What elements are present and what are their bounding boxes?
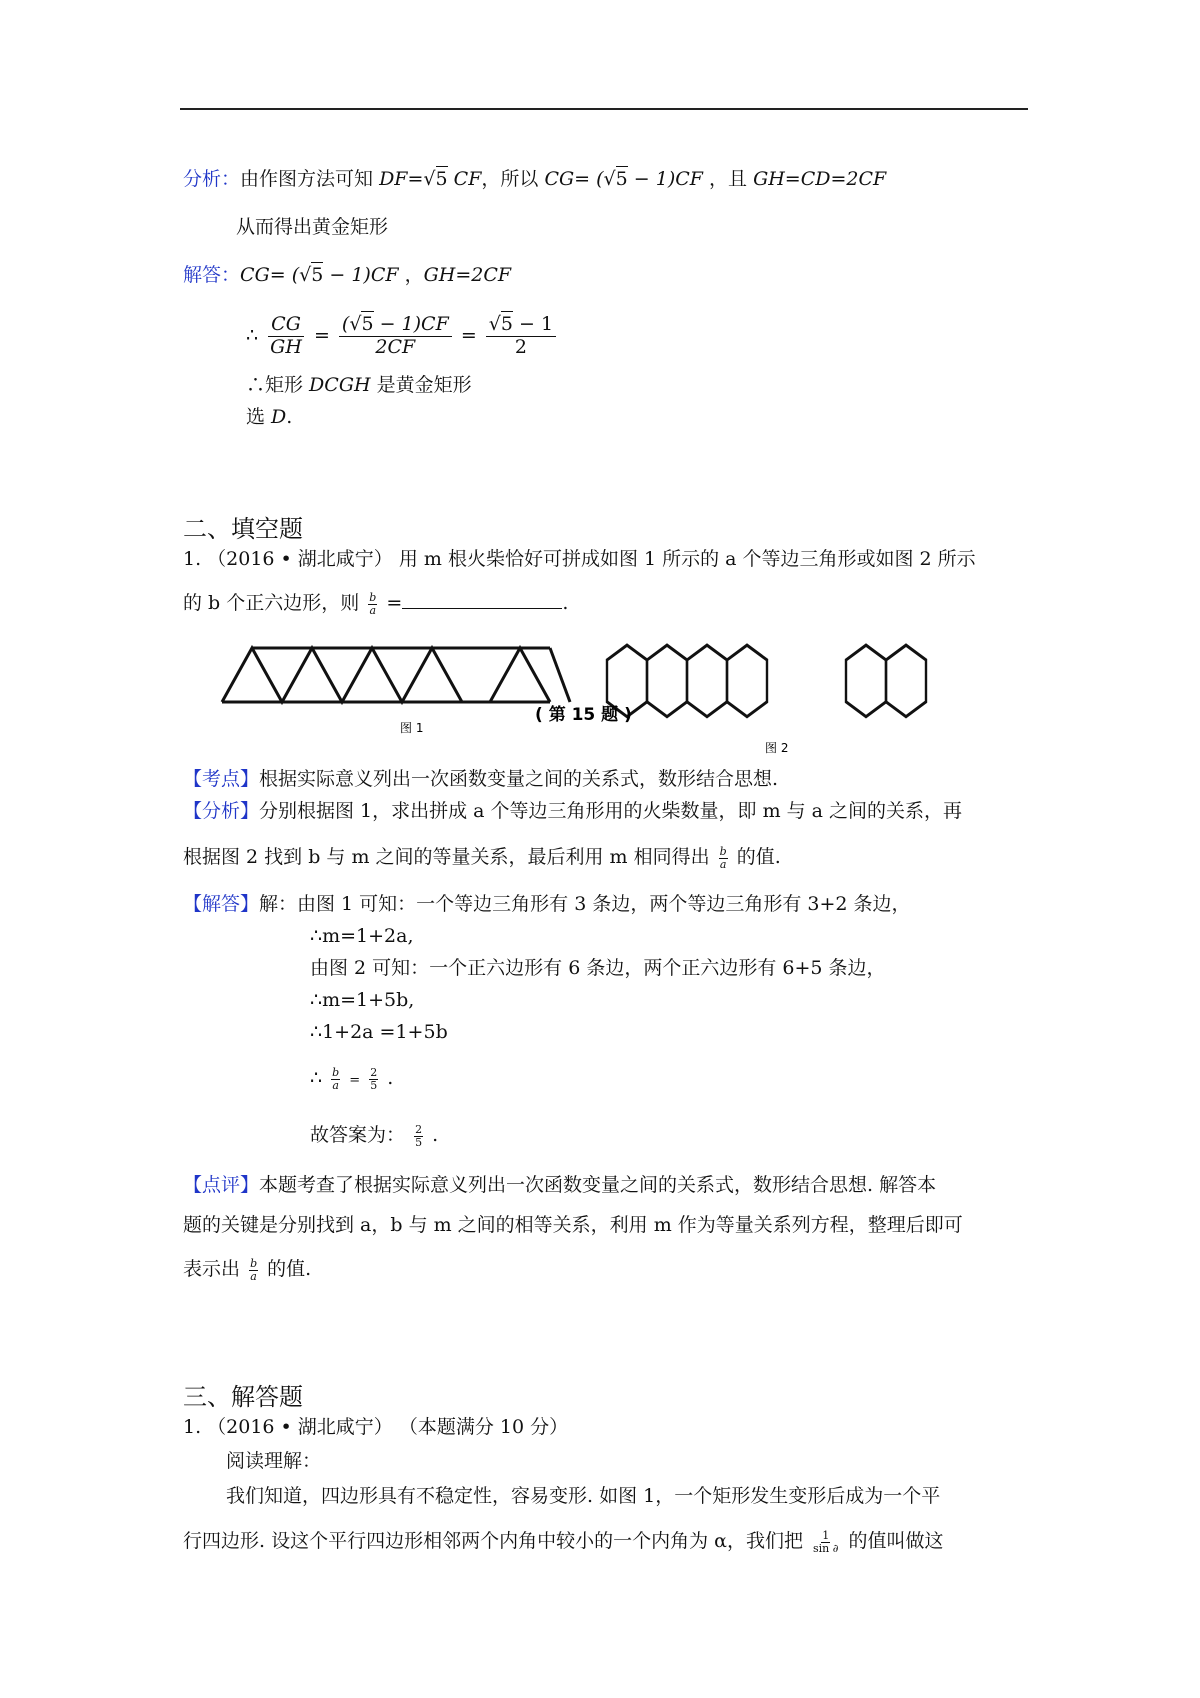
frac-den: 2CF bbox=[375, 335, 416, 358]
fraction-b-over-a bbox=[249, 1258, 258, 1282]
jieda-line-5: ∴1+2a =1+5b bbox=[310, 1021, 448, 1043]
frac-den: a bbox=[332, 1078, 339, 1092]
analysis-gh: GH=CD=2CF bbox=[753, 168, 887, 190]
figure-1-triangles bbox=[210, 640, 580, 740]
ratio-end: . bbox=[387, 1067, 394, 1090]
answer-cg: CG= ( bbox=[240, 264, 300, 286]
kaodian-text: 根据实际意义列出一次函数变量之间的关系式，数形结合思想. bbox=[259, 768, 779, 790]
s3-question-line-2: 阅读理解： bbox=[226, 1450, 322, 1472]
frac-den: a bbox=[250, 1269, 257, 1283]
frac-den: GH bbox=[270, 335, 302, 358]
frac-tail: − 1)CF bbox=[373, 313, 449, 335]
choose-end: . bbox=[286, 406, 293, 428]
section-title-fill-blank: 二、填空题 bbox=[183, 515, 303, 543]
equals: = bbox=[313, 324, 330, 347]
analysis-line-1: 分析：由作图方法可知 DF=√5 CF，所以 CG= (√5 − 1)CF ，且 GH=CD=2CF bbox=[183, 168, 887, 190]
choose-answer bbox=[246, 406, 292, 430]
jieda-label: 【解答】 bbox=[183, 893, 260, 915]
fraction-b-over-a bbox=[719, 846, 728, 870]
s3-question-line-1: 1. （2016 • 湖北咸宁） （本题满分 10 分） bbox=[183, 1416, 569, 1438]
analysis-text-a: 由作图方法可知 bbox=[240, 168, 380, 190]
analysis-text-c: ，且 bbox=[702, 168, 754, 190]
rect-name: DCGH bbox=[309, 374, 371, 396]
frac-num: b bbox=[332, 1066, 340, 1079]
fenxi-label: 【分析】 bbox=[183, 800, 260, 822]
frac-num: 1 bbox=[822, 1529, 830, 1542]
frac-num: b bbox=[369, 591, 377, 604]
section-title-solution: 三、解答题 bbox=[183, 1383, 303, 1411]
paren: ( bbox=[341, 313, 350, 335]
frac-num: 2 bbox=[415, 1123, 423, 1136]
jieda-line-4: ∴m=1+5b, bbox=[310, 989, 415, 1011]
sqrt-5: 5 bbox=[615, 168, 628, 190]
fraction-expanded bbox=[339, 314, 452, 359]
s3-question-line-3: 我们知道，四边形具有不稳定性，容易变形. 如图 1，一个矩形发生变形后成为一个平 bbox=[226, 1485, 941, 1507]
q-text: 的 b 个正六边形，则 bbox=[183, 592, 360, 615]
analysis-line-2: 从而得出黄金矩形 bbox=[236, 216, 389, 238]
dianping-line-3 bbox=[183, 1258, 311, 1282]
frac-num: (√5 − 1)CF bbox=[339, 314, 452, 337]
s3-text-4a: 行四边形. 设这个平行四边形相邻两个内角中较小的一个内角为 α，我们把 bbox=[183, 1530, 803, 1553]
frac-den: 5 bbox=[370, 1078, 378, 1092]
ratio-equation bbox=[246, 314, 559, 359]
fraction-b-over-a bbox=[368, 592, 377, 616]
fraction-b-over-a bbox=[331, 1067, 340, 1091]
fenxi-text-1: 分别根据图 1，求出拼成 a 个等边三角形用的火柴数量，即 m 与 a 之间的关系，再 bbox=[259, 800, 963, 822]
figure-2-label: 图 2 bbox=[765, 741, 789, 755]
analysis-cg-tail: − 1)CF bbox=[627, 168, 703, 190]
frac-num: √5 − 1 bbox=[486, 314, 556, 337]
sqrt-5: 5 bbox=[500, 313, 513, 335]
sqrt-5: 5 bbox=[435, 168, 448, 190]
answer-gh: GH=2CF bbox=[423, 264, 512, 286]
equals: = bbox=[386, 592, 403, 615]
frac-num: CG bbox=[268, 314, 304, 337]
dianping-line-2: 题的关键是分别找到 a，b 与 m 之间的相等关系，利用 m 作为等量关系列方程，整理后即可 bbox=[183, 1214, 963, 1236]
answer-cg-tail: − 1)CF bbox=[323, 264, 399, 286]
fraction-golden bbox=[486, 314, 556, 359]
jieda-line-2: ∴m=1+2a, bbox=[310, 925, 414, 947]
rect-text-a: ∴矩形 bbox=[246, 374, 310, 396]
header-rule bbox=[180, 108, 1028, 110]
dianping-text-3: 表示出 bbox=[183, 1258, 241, 1281]
analysis-cg: CG= ( bbox=[544, 168, 604, 190]
figure-1-label: 图 1 bbox=[400, 721, 424, 735]
fraction-2-over-5 bbox=[369, 1067, 378, 1091]
fenxi-line-2 bbox=[183, 846, 781, 870]
analysis-label: 分析 bbox=[183, 168, 222, 190]
s3-text-4b: 的值叫做这 bbox=[848, 1530, 944, 1553]
kaodian-label: 【考点】 bbox=[183, 768, 260, 790]
choose-text: 选 bbox=[246, 406, 272, 428]
jieda-line-3: 由图 2 可知：一个正六边形有 6 条边，两个正六边形有 6+5 条边， bbox=[310, 957, 886, 979]
fenxi-line-1 bbox=[183, 800, 962, 824]
analysis-df: DF= bbox=[379, 168, 424, 190]
final-text: 故答案为： bbox=[310, 1124, 406, 1147]
figure-caption: ( 第 15 题 ) bbox=[535, 705, 632, 725]
frac-num: b bbox=[719, 845, 727, 858]
frac-den: 5 bbox=[415, 1135, 423, 1149]
kaodian-line bbox=[183, 768, 778, 792]
s3-question-line-4 bbox=[183, 1530, 944, 1554]
dianping-label: 【点评】 bbox=[183, 1174, 260, 1196]
equals: = bbox=[349, 1073, 361, 1089]
fenxi-text-2b: 的值. bbox=[736, 846, 781, 869]
final-answer-line bbox=[310, 1124, 438, 1148]
answer-blank bbox=[402, 592, 562, 609]
dianping-text-1: 本题考查了根据实际意义列出一次函数变量之间的关系式，数形结合思想. 解答本 bbox=[259, 1174, 937, 1196]
fenxi-text-2: 根据图 2 找到 b 与 m 之间的等量关系，最后利用 m 相同得出 bbox=[183, 846, 710, 869]
answer-sep: ， bbox=[398, 264, 424, 286]
question-line-2 bbox=[183, 592, 568, 616]
frac-tail: − 1 bbox=[512, 313, 554, 335]
frac-num: 2 bbox=[370, 1066, 378, 1079]
analysis-text-b: ，所以 bbox=[481, 168, 545, 190]
analysis-colon: ： bbox=[221, 168, 241, 190]
frac-den: sin ∂ bbox=[813, 1541, 839, 1555]
jieda-ratio-line bbox=[310, 1067, 393, 1091]
therefore-symbol: ∴ bbox=[246, 324, 259, 347]
equals: = bbox=[460, 324, 477, 347]
answer-label: 解答 bbox=[183, 264, 222, 286]
jieda-text: 解：由图 1 可知：一个等边三角形有 3 条边，两个等边三角形有 3+2 条边， bbox=[259, 893, 911, 915]
rect-conclusion bbox=[246, 374, 472, 398]
frac-den: a bbox=[719, 857, 727, 871]
dianping-line-1 bbox=[183, 1174, 936, 1198]
answer-colon: ： bbox=[221, 264, 241, 286]
choose-option: D bbox=[271, 406, 287, 428]
answer-line-1: 解答：CG= (√5 − 1)CF ，GH=2CF bbox=[183, 264, 512, 286]
final-end: . bbox=[432, 1124, 439, 1147]
fraction-cg-gh bbox=[267, 314, 305, 359]
analysis-cf: CF bbox=[447, 168, 482, 190]
frac-num: b bbox=[250, 1257, 258, 1270]
sqrt-5: 5 bbox=[311, 264, 324, 286]
sqrt-5: 5 bbox=[361, 313, 374, 335]
q-end: . bbox=[562, 592, 569, 615]
jieda-line-1 bbox=[183, 893, 911, 917]
fraction-2-over-5 bbox=[414, 1124, 423, 1148]
frac-den: 2 bbox=[514, 335, 527, 358]
dianping-text-3b: 的值. bbox=[267, 1258, 312, 1281]
frac-den: a bbox=[369, 603, 377, 617]
rect-text-c: 是黄金矩形 bbox=[370, 374, 472, 396]
fraction-1-over-sin bbox=[812, 1530, 839, 1554]
figure-2-hexagons bbox=[535, 640, 955, 760]
question-line-1: 1. （2016 • 湖北咸宁） 用 m 根火柴恰好可拼成如图 1 所示的 a 个等边三角形或如图 2 所示 bbox=[183, 548, 976, 570]
therefore-symbol: ∴ bbox=[310, 1067, 323, 1090]
